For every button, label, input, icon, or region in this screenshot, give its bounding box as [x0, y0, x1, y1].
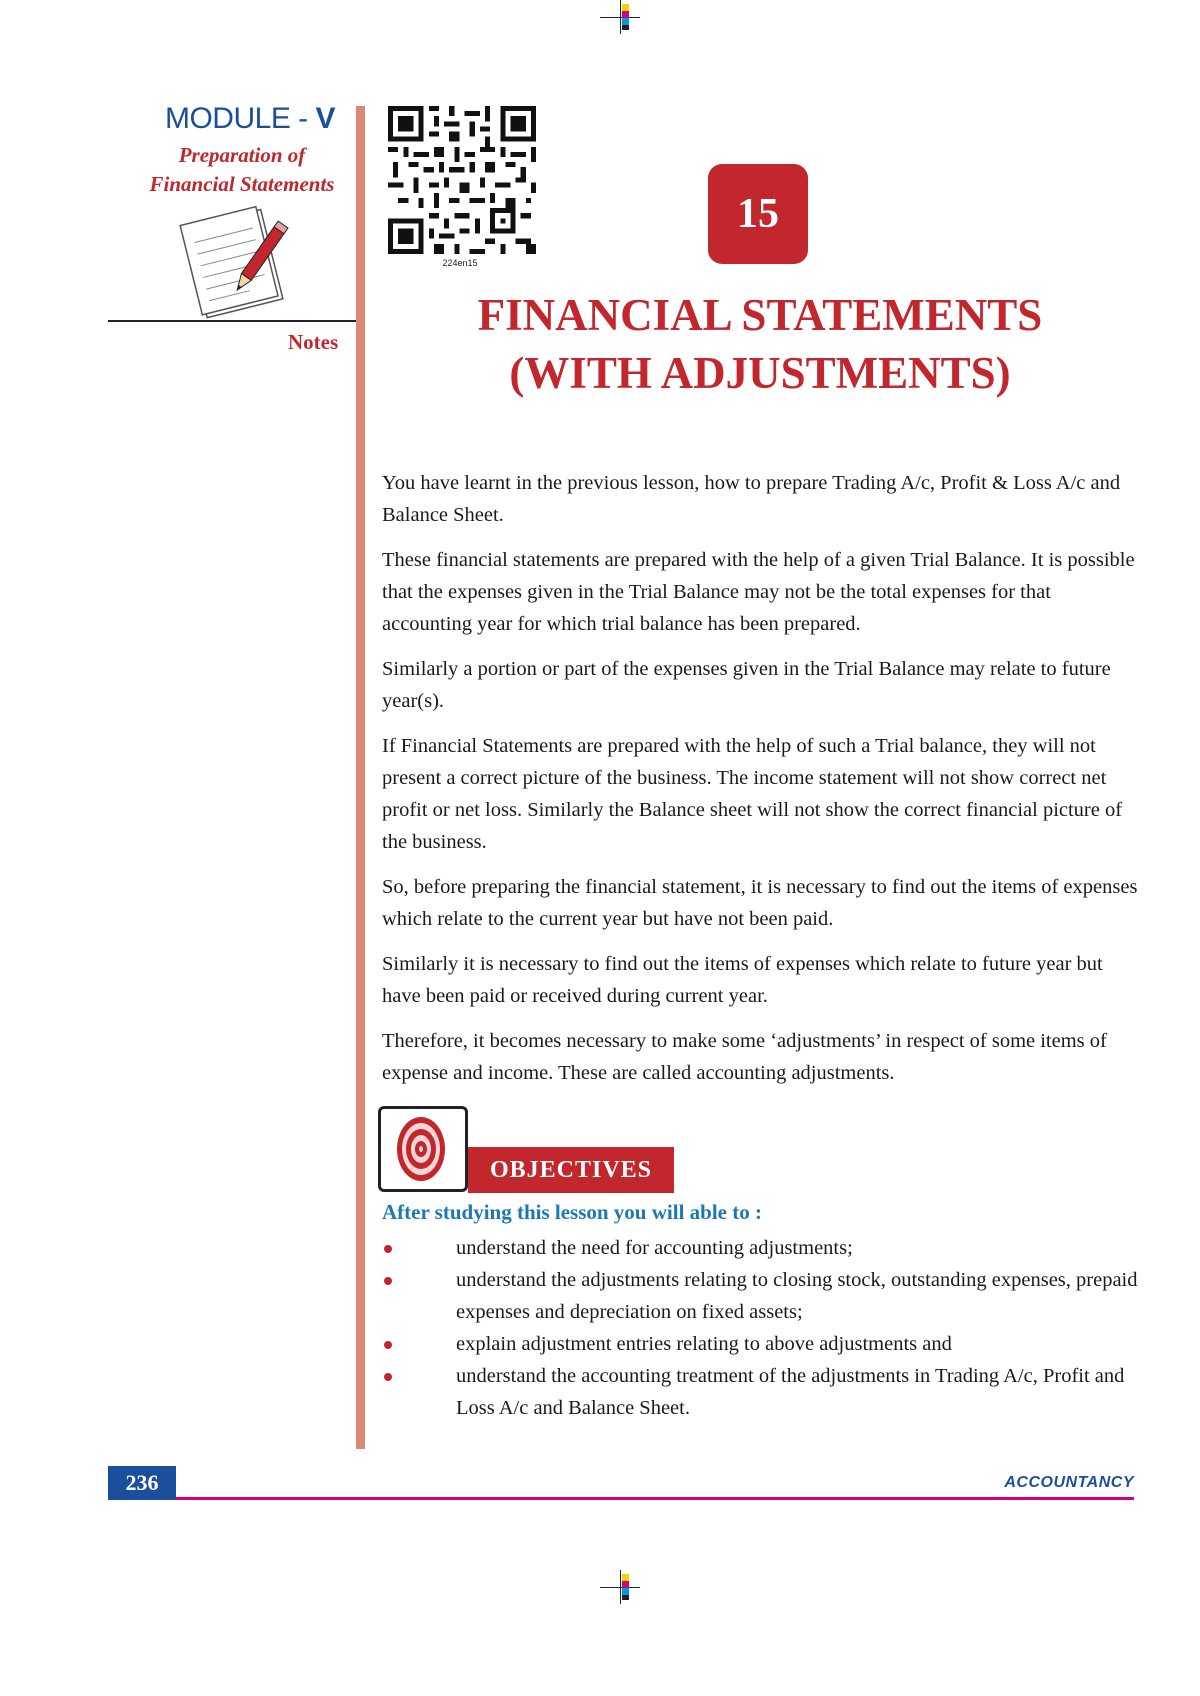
- body-paragraph: These financial statements are prepared with the help of a given Trial Balance. It is possible that the expenses given in the Trial Balance may not be the total expenses for that accounting year for which trial balance has been prepared.: [382, 549, 1135, 635]
- chapter-number-badge: 15: [708, 164, 808, 264]
- module-subtitle: [112, 141, 372, 199]
- body-paragraph: Similarly it is necessary to find out the items of expenses which relate to future year but have been paid or received during current year.: [382, 953, 1103, 1007]
- body-paragraph: So, before preparing the financial statement, it is necessary to find out the items of expenses which relate to the current year but have not been paid.: [382, 876, 1138, 930]
- bullet-icon: [384, 1341, 392, 1349]
- footer-rule: [176, 1497, 1134, 1500]
- target-icon: [381, 1109, 465, 1189]
- notes-rule: [108, 320, 358, 322]
- objectives-banner: OBJECTIVES: [468, 1147, 674, 1193]
- qr-code-icon: [388, 106, 536, 254]
- body-text: [382, 467, 1138, 1102]
- notes-label: Notes: [288, 330, 339, 354]
- objective-text: understand the need for accounting adjustments;: [456, 1237, 853, 1259]
- module-subtitle-line1: Preparation of: [178, 143, 306, 167]
- chapter-title-line2: (WITH ADJUSTMENTS): [509, 348, 1011, 398]
- objective-text: explain adjustment entries relating to above adjustments and: [456, 1333, 952, 1355]
- bullet-icon: [384, 1277, 392, 1285]
- chapter-title: [430, 286, 1090, 402]
- module-title: [150, 102, 350, 136]
- body-paragraph: Therefore, it becomes necessary to make some ‘adjustments’ in respect of some items of expense and income. These are called accounting adjustments.: [382, 1030, 1107, 1084]
- bullet-icon: [384, 1245, 392, 1253]
- module-subtitle-line2: Financial Statements: [149, 172, 335, 196]
- list-item: [382, 1264, 1142, 1328]
- body-paragraph: If Financial Statements are prepared with the help of such a Trial balance, they will not present a correct picture of the business. The income statement will not show correct net profit or net loss. Similarly the Balance sheet will not show the correct financial picture of the business.: [382, 735, 1123, 853]
- chapter-title-line1: FINANCIAL STATEMENTS: [477, 290, 1043, 340]
- list-item: [382, 1360, 1142, 1424]
- objective-text: understand the adjustments relating to closing stock, outstanding expenses, prepaid expenses and depreciation on fixed assets;: [456, 1269, 1138, 1323]
- bullet-icon: [384, 1373, 392, 1381]
- page-number: 236: [108, 1466, 176, 1500]
- margin-divider: [356, 106, 365, 1449]
- module-number: V: [315, 102, 336, 135]
- list-item: [382, 1232, 1142, 1264]
- registration-mark-icon: [600, 1570, 640, 1604]
- body-paragraph: Similarly a portion or part of the expenses given in the Trial Balance may relate to future year(s).: [382, 658, 1111, 712]
- footer-book-title: ACCOUNTANCY: [1004, 1474, 1134, 1491]
- module-label: MODULE -: [164, 102, 316, 135]
- notepad-pencil-icon: [172, 200, 302, 320]
- objectives-icon-frame: [378, 1106, 468, 1192]
- qr-caption: 224en15: [442, 258, 478, 268]
- registration-mark-icon: [600, 0, 640, 34]
- objective-text: understand the accounting treatment of the adjustments in Trading A/c, Profit and Loss A/c and Balance Sheet.: [456, 1365, 1125, 1419]
- objectives-intro: After studying this lesson you will able to :: [382, 1200, 762, 1224]
- list-item: [382, 1328, 1142, 1360]
- objectives-list: [382, 1232, 1142, 1424]
- body-paragraph: You have learnt in the previous lesson, how to prepare Trading A/c, Profit & Loss A/c and Balance Sheet.: [382, 472, 1121, 526]
